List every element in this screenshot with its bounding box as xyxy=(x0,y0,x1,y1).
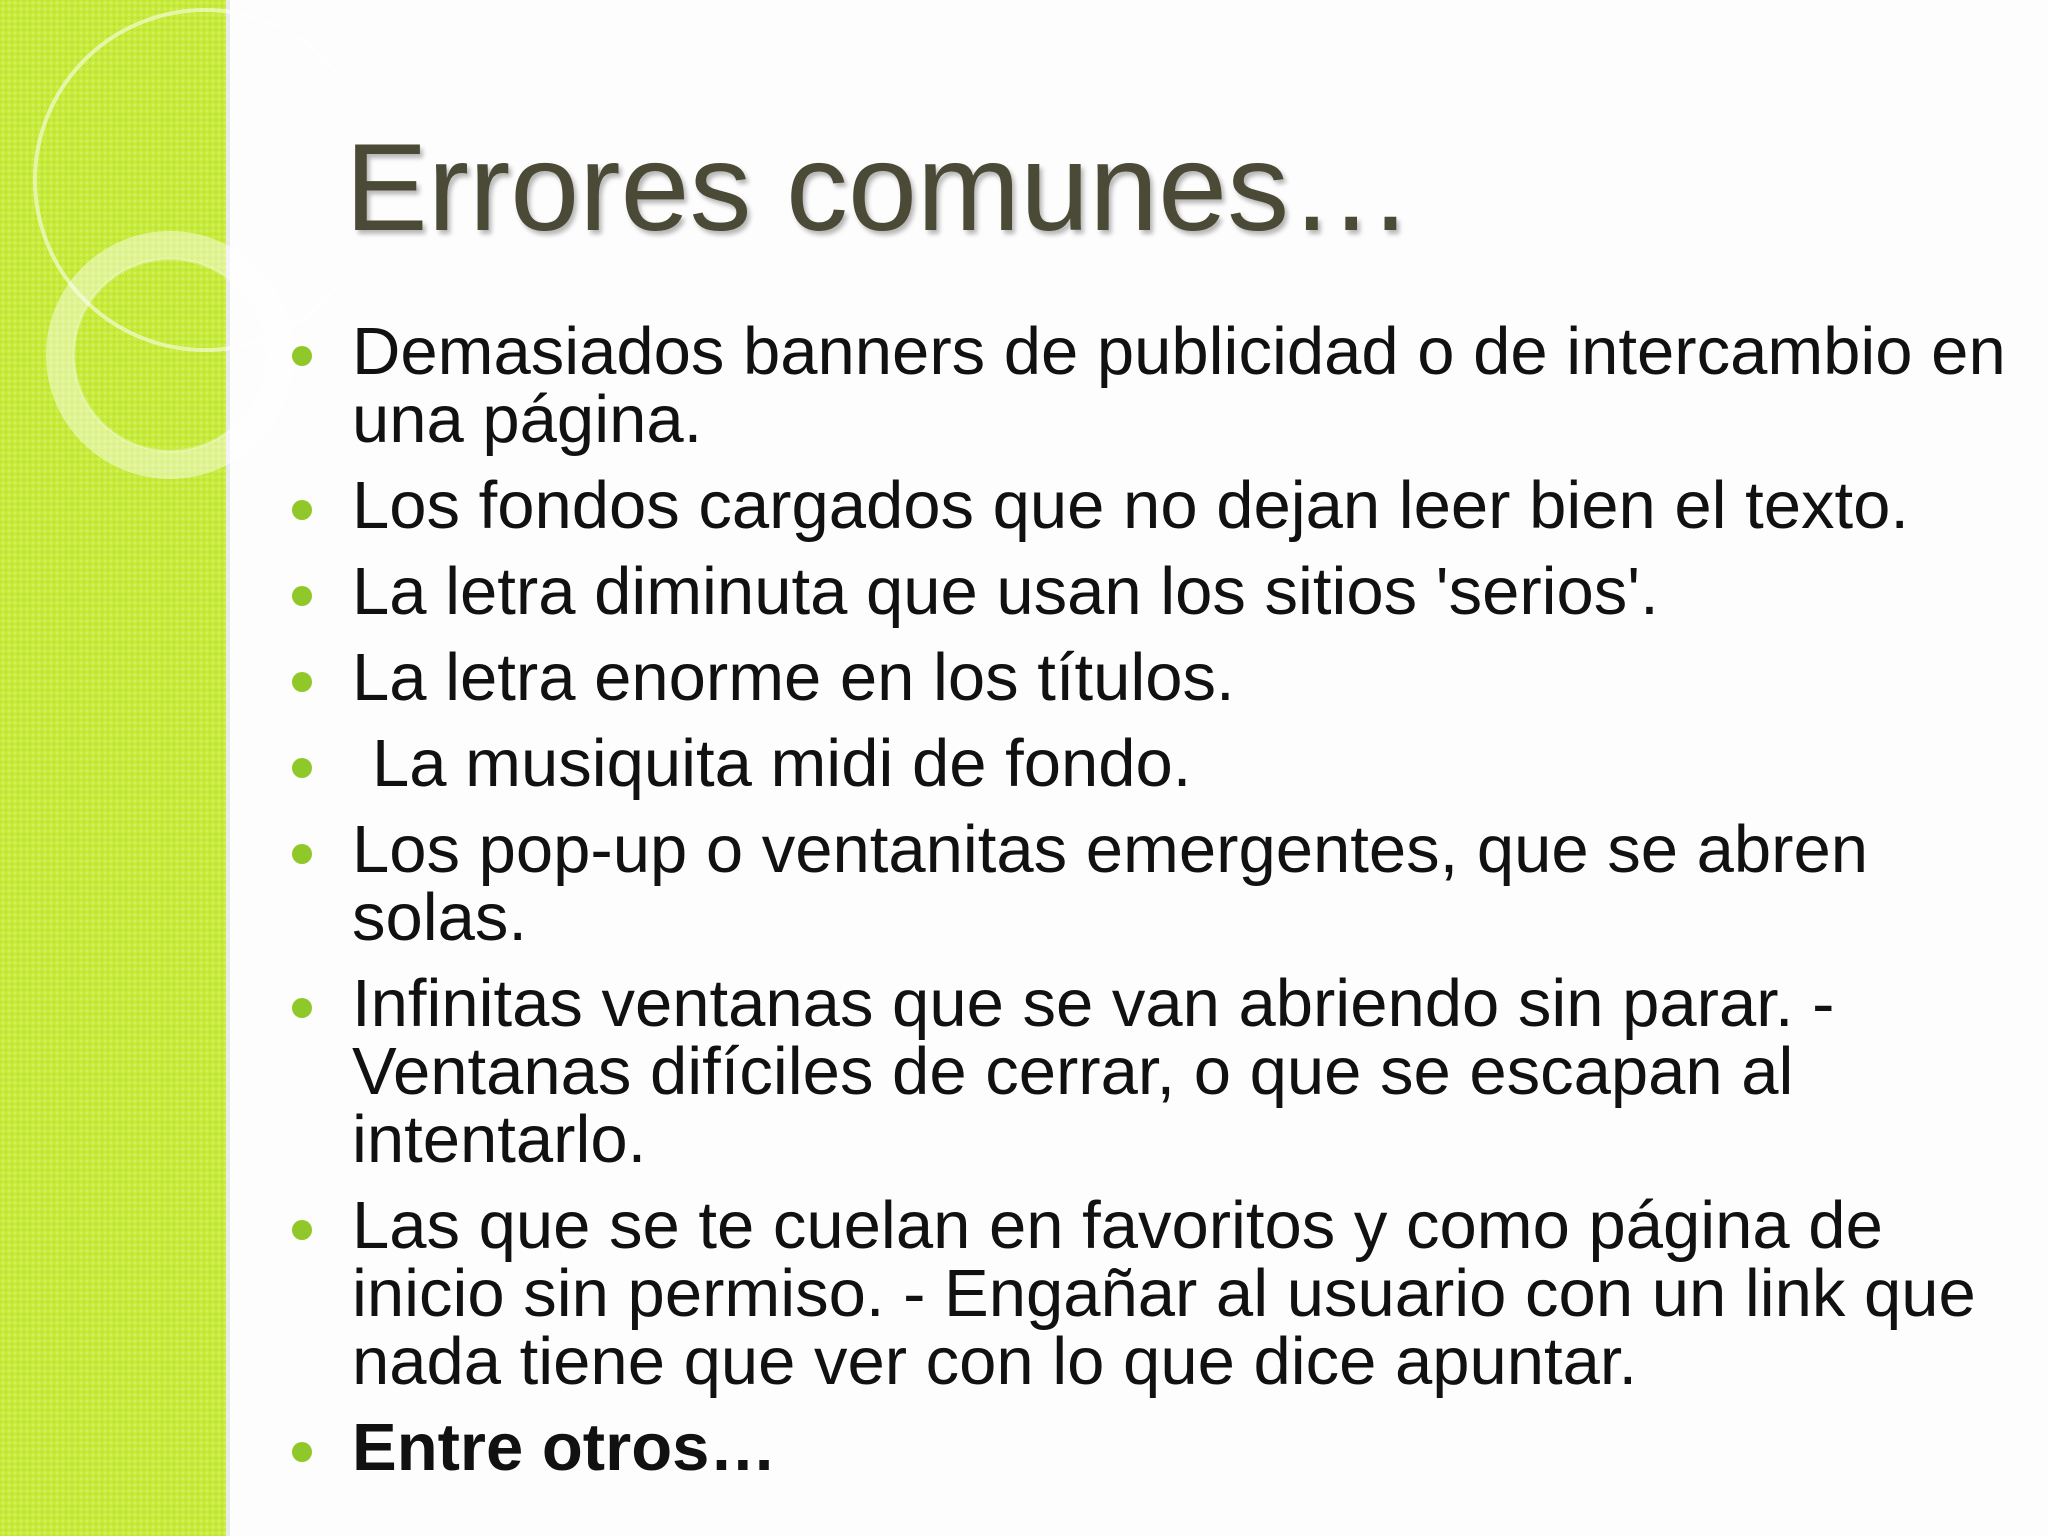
bullet-dot-icon xyxy=(292,758,312,778)
bullet-dot-icon xyxy=(292,672,312,692)
bullet-text: Los fondos cargados que no dejan leer bien el texto. xyxy=(352,468,1909,543)
bullet-item xyxy=(292,1188,2012,1399)
bullet-text: Infinitas ventanas que se van abriendo sin parar. - Ventanas difíciles de cerrar, o que se escapan al intentarlo. xyxy=(352,966,1835,1177)
bullet-text: Los pop-up o ventanitas emergentes, que se abren solas. xyxy=(352,812,1868,955)
bullet-dot-icon xyxy=(292,1442,312,1462)
bullet-item xyxy=(292,314,2012,457)
bullet-item xyxy=(292,1410,2012,1485)
bullet-text: La letra enorme en los títulos. xyxy=(352,640,1235,715)
bullet-dot-icon xyxy=(292,998,312,1018)
bullet-text: Las que se te cuelan en favoritos y como página de inicio sin permiso. - Engañar al usuario con un link que nada tiene que ver con lo que dice apuntar. xyxy=(352,1188,1976,1399)
bullet-dot-icon xyxy=(292,844,312,864)
bullet-dot-icon xyxy=(292,586,312,606)
bullet-text: Entre otros… xyxy=(352,1410,777,1485)
bullet-list xyxy=(292,314,2012,1500)
bullet-dot-icon xyxy=(292,1220,312,1240)
bullet-item xyxy=(292,812,2012,955)
slide-title: Errores comunes… xyxy=(345,119,1414,257)
bullet-item xyxy=(292,640,2012,715)
bullet-text: La musiquita midi de fondo. xyxy=(372,726,1192,801)
bullet-dot-icon xyxy=(292,500,312,520)
small-ring xyxy=(60,245,280,465)
bullet-item xyxy=(292,554,2012,629)
bullet-item xyxy=(292,468,2012,543)
bullet-text: La letra diminuta que usan los sitios 'serios'. xyxy=(352,554,1659,629)
bullet-item xyxy=(292,726,2012,801)
small-ring-inner xyxy=(74,259,266,451)
bullet-text: Demasiados banners de publicidad o de intercambio en una página. xyxy=(352,314,2006,457)
bullet-dot-icon xyxy=(292,346,312,366)
bullet-item xyxy=(292,966,2012,1177)
decorative-rings xyxy=(0,0,340,520)
